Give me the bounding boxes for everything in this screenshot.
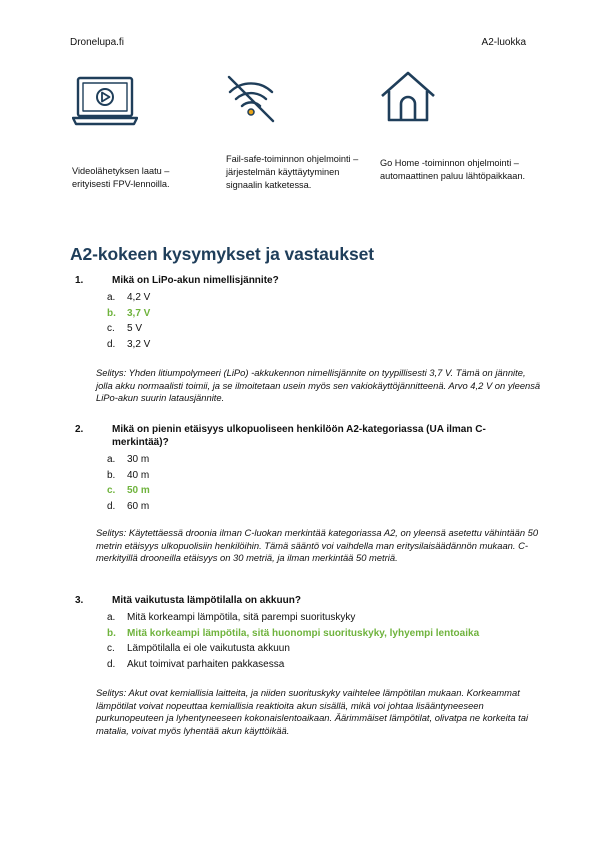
question-number: 3. (75, 595, 84, 606)
answer-option-c-correct: c. 50 m (107, 485, 150, 496)
section-title: A2-kokeen kysymykset ja vastaukset (70, 244, 375, 264)
question-2 (70, 423, 540, 514)
question-text: Mikä on LiPo-akun nimellisjännite? (112, 275, 279, 286)
question-text: Mitä vaikutusta lämpötilalla on akkuun? (112, 595, 301, 606)
site-name: Dronelupa.fi (70, 37, 124, 48)
answer-option-d: d. 60 m (107, 500, 150, 512)
answer-option-c: c. Lämpötilalla ei ole vaikutusta akkuun (107, 643, 290, 654)
feature-failsafe-text: Fail-safe-toiminnon ohjelmointi – järjestelmän käyttäytyminen signaalin katketessa. (226, 154, 359, 190)
explanation-3: Selitys: Akut ovat kemiallisia laitteita, ja niiden suorituskyky vaihtelee lämpötilan mukaan. Korkeammat lämpötilat voivat nopeuttaa kemiallisia reaktioita akun sisällä, mikä voi johtaa lisääntyneeseen purkunopeuteen ja lyhentyneeseen kokonaislentoaikaan. Äärimmäiset lämpötilat, olivatpa ne korkeita tai matalia, voivat myös lyhentää akun käyttöikää. (96, 687, 529, 736)
question-text: Mikä on pienin etäisyys ulkopuoliseen henkilöön A2-kategoriassa (UA ilman C-merkintää)? (112, 424, 486, 448)
answer-option-c: c. 5 V (107, 323, 143, 334)
explanation-2: Selitys: Käytettäessä droonia ilman C-luokan merkintää kategoriassa A2, on yleensä asetettu vähintään 50 metrin etäisyys ulkopuolisiin henkilöihin. Tämä sääntö voi vaihdella man eritysilaisäädännön mukaan. C-merkityillä drooneilla etäisyys on 30 metriä, ja ilman merkintää 50 metriä. (96, 527, 539, 564)
question-number: 2. (75, 424, 84, 435)
house-icon (380, 70, 436, 122)
explanation-1: Selitys: Yhden litiumpolymeeri (LiPo) -akkukennon nimellisjännite on tyypillisesti 3,7 V. Tämä on jännite, jolla akku normaalisti toimii, ja se ilmoitetaan usein myös sen vakiokäyttöjännitteenä. Arvo 4,2 V on yleensä LiPo-akun suurin latausjännite. (96, 367, 541, 404)
laptop-video-icon (72, 76, 138, 128)
no-wifi-icon (224, 74, 278, 124)
question-number: 1. (75, 275, 84, 286)
feature-gohome-text: Go Home -toiminnon ohjelmointi – automaattinen paluu lähtöpaikkaan. (380, 158, 526, 181)
answer-option-d: d. 3,2 V (107, 338, 151, 350)
answer-option-a: a. 4,2 V (107, 292, 151, 303)
answer-option-b: b. 40 m (107, 469, 150, 481)
answer-option-a: a. 30 m (107, 454, 150, 465)
question-3 (70, 594, 540, 672)
question-1 (70, 274, 540, 352)
answer-option-a: a. Mitä korkeampi lämpötila, sitä parempi suorituskyky (107, 612, 356, 623)
answer-options (70, 452, 540, 514)
answer-option-d: d. Akut toimivat parhaiten pakkasessa (107, 658, 285, 670)
answer-options (70, 610, 540, 672)
answer-options (70, 290, 540, 352)
answer-option-b-correct: b. 3,7 V (107, 307, 151, 319)
answer-option-b-correct: b. Mitä korkeampi lämpötila, sitä huonompi suorituskyky, lyhyempi lentoaika (107, 627, 480, 639)
feature-video-text: Videolähetyksen laatu – erityisesti FPV-lennoilla. (72, 166, 170, 189)
category-label: A2-luokka (481, 37, 526, 48)
